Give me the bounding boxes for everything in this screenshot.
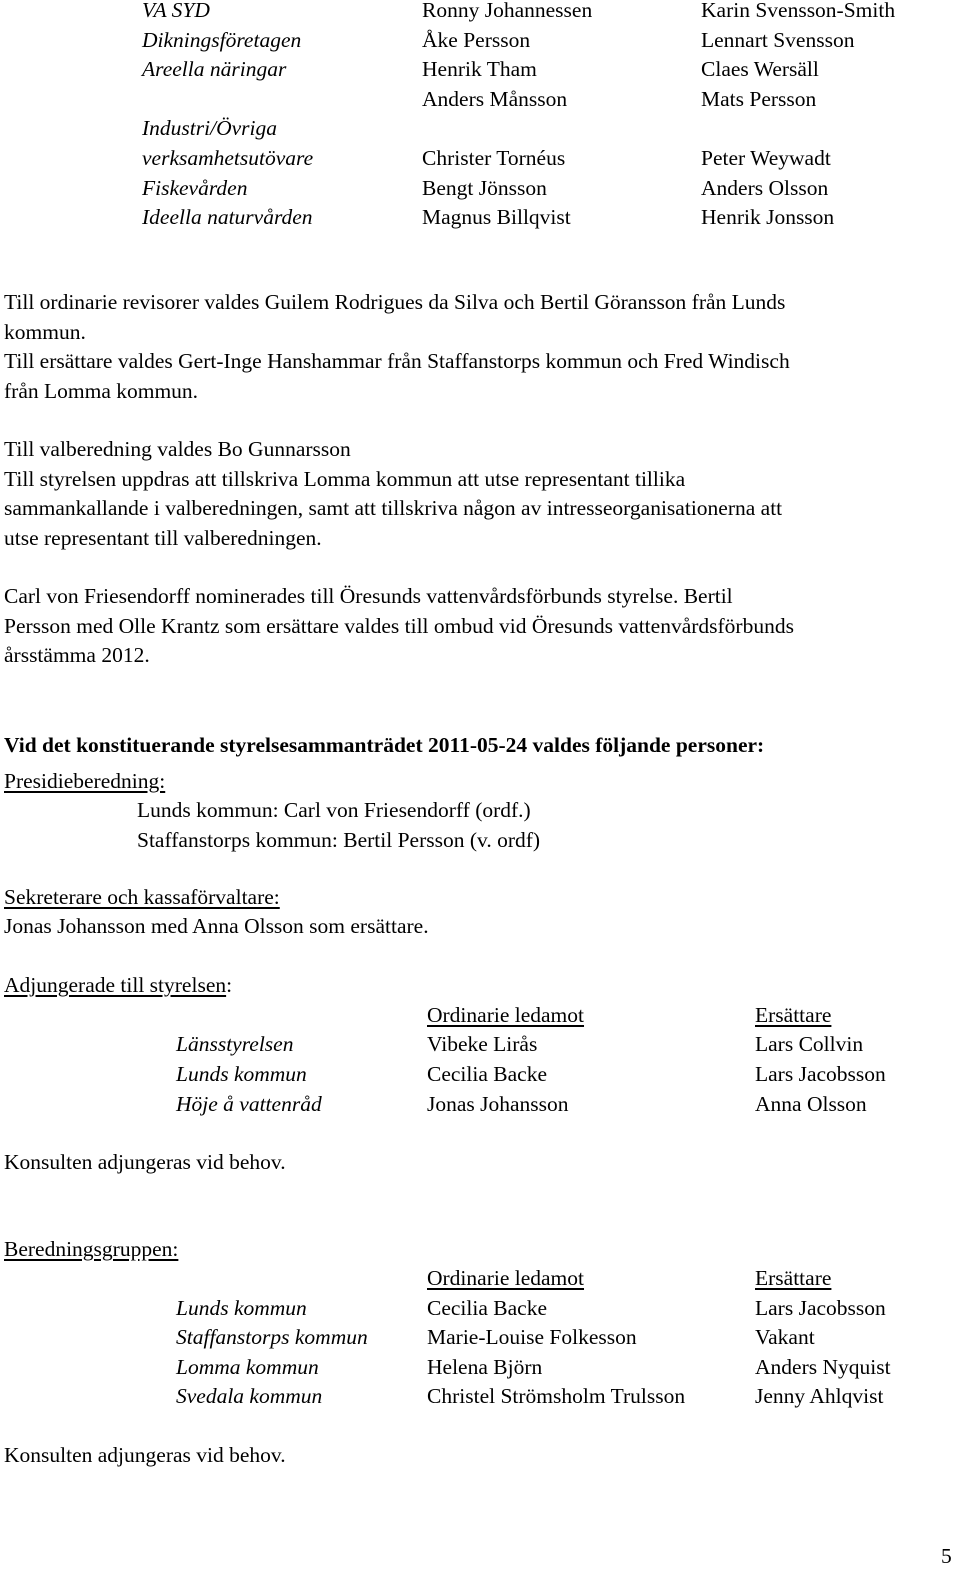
member-table-ordinarie: Anders Månsson	[422, 87, 568, 111]
member-table-ersattare: Claes Wersäll	[701, 57, 819, 81]
paragraph-line: Till valberedning valdes Bo Gunnarsson	[4, 437, 351, 461]
member-table-ordinarie: Christer Tornéus	[422, 146, 566, 170]
paragraph-line: Till styrelsen uppdras att tillskriva Lomma kommun att utse representant tillika	[4, 466, 686, 491]
adjungerade-org: Länsstyrelsen	[176, 1032, 294, 1056]
beredning-ordinarie: Christel Strömsholm Trulsson	[427, 1384, 686, 1408]
valberedning-paragraph	[4, 435, 954, 554]
beredning-ersattare: Jenny Ahlqvist	[755, 1384, 884, 1408]
presidie-label: Presidieberedning:	[4, 769, 166, 793]
paragraph-line: Persson med Olle Krantz som ersättare valdes till ombud vid Öresunds vattenvårdsförbunds	[4, 613, 794, 638]
adjungerade-label-text: Adjungerade till styrelsen	[4, 973, 227, 997]
adjungerade-label-suffix: :	[226, 973, 233, 997]
beredning-note: Konsulten adjungeras vid behov.	[4, 1443, 286, 1467]
member-table-ersattare: Henrik Jonsson	[701, 205, 835, 229]
column-header-ersattare: Ersättare	[755, 1003, 832, 1027]
beredningsgruppen-label: Beredningsgruppen:	[4, 1237, 179, 1261]
adjungerade-label	[4, 971, 232, 1001]
paragraph-line: årsstämma 2012.	[4, 643, 150, 668]
revisorer-paragraph	[4, 288, 954, 407]
member-table-ordinarie: Bengt Jönsson	[422, 176, 547, 200]
beredning-ordinarie: Marie-Louise Folkesson	[427, 1325, 637, 1349]
member-table-ordinarie: Henrik Tham	[422, 57, 537, 81]
sekreterare-label: Sekreterare och kassaförvaltare:	[4, 885, 280, 909]
adjungerade-ordinarie: Vibeke Lirås	[427, 1032, 538, 1056]
adjungerade-ordinarie: Jonas Johansson	[427, 1092, 569, 1116]
oresund-paragraph	[4, 582, 954, 671]
member-table-org: VA SYD	[142, 0, 210, 22]
adjungerade-ersattare: Lars Collvin	[755, 1032, 864, 1056]
beredning-org: Lunds kommun	[176, 1296, 307, 1320]
beredning-ersattare: Anders Nyquist	[755, 1355, 891, 1379]
column-header-ersattare: Ersättare	[755, 1266, 832, 1290]
presidie-line: Staffanstorps kommun: Bertil Persson (v. ordf)	[137, 828, 541, 852]
member-table-ersattare: Lennart Svensson	[701, 28, 855, 52]
beredning-ordinarie: Cecilia Backe	[427, 1296, 547, 1320]
member-table-ersattare: Anders Olsson	[701, 176, 829, 200]
adjungerade-ersattare: Anna Olsson	[755, 1092, 867, 1116]
sekreterare-text: Jonas Johansson med Anna Olsson som ersättare.	[4, 914, 429, 938]
member-table-org: Areella näringar	[142, 57, 287, 81]
adjungerade-org: Höje å vattenråd	[176, 1092, 322, 1116]
member-table-org: Ideella naturvården	[142, 205, 313, 229]
paragraph-line: Carl von Friesendorff nominerades till Öresunds vattenvårdsförbunds styrelse. Bertil	[4, 584, 733, 608]
beredning-ordinarie: Helena Björn	[427, 1355, 543, 1379]
member-table-ordinarie: Magnus Billqvist	[422, 205, 571, 229]
member-table-ordinarie: Ronny Johannessen	[422, 0, 593, 22]
member-table-ordinarie: Åke Persson	[422, 28, 531, 52]
page-number: 5	[941, 1544, 952, 1568]
member-table-org: Fiskevården	[142, 176, 248, 200]
beredning-ersattare: Vakant	[755, 1325, 815, 1349]
adjungerade-ersattare: Lars Jacobsson	[755, 1062, 886, 1086]
beredning-ersattare: Lars Jacobsson	[755, 1296, 886, 1320]
adjungerade-org: Lunds kommun	[176, 1062, 307, 1086]
member-table-ersattare: Mats Persson	[701, 87, 817, 111]
paragraph-line: Till ordinarie revisorer valdes Guilem Rodrigues da Silva och Bertil Göransson från Lunds	[4, 290, 786, 314]
paragraph-line: utse representant till valberedningen.	[4, 526, 322, 551]
paragraph-line: kommun.	[4, 319, 86, 344]
paragraph-line: sammankallande i valberedningen, samt att tillskriva någon av intresseorganisationerna att	[4, 496, 783, 521]
section-heading: Vid det konstituerande styrelsesammanträdet 2011-05-24 valdes följande personer:	[4, 733, 765, 757]
member-table-ersattare: Peter Weywadt	[701, 146, 831, 170]
beredning-org: Lomma kommun	[176, 1355, 319, 1379]
column-header-ordinarie: Ordinarie ledamot	[427, 1266, 585, 1290]
presidie-line: Lunds kommun: Carl von Friesendorff (ordf.)	[137, 798, 531, 822]
member-table-org: verksamhetsutövare	[142, 146, 314, 170]
paragraph-line: från Lomma kommun.	[4, 379, 199, 404]
column-header-ordinarie: Ordinarie ledamot	[427, 1003, 585, 1027]
adjungerade-ordinarie: Cecilia Backe	[427, 1062, 547, 1086]
member-table-ersattare: Karin Svensson-Smith	[701, 0, 896, 22]
paragraph-line: Till ersättare valdes Gert-Inge Hanshammar från Staffanstorps kommun och Fred Windisch	[4, 349, 790, 374]
adjungerade-note: Konsulten adjungeras vid behov.	[4, 1150, 286, 1174]
member-table-org: Dikningsföretagen	[142, 28, 302, 52]
member-table-org: Industri/Övriga	[142, 116, 277, 140]
beredning-org: Staffanstorps kommun	[176, 1325, 368, 1349]
beredning-org: Svedala kommun	[176, 1384, 323, 1408]
